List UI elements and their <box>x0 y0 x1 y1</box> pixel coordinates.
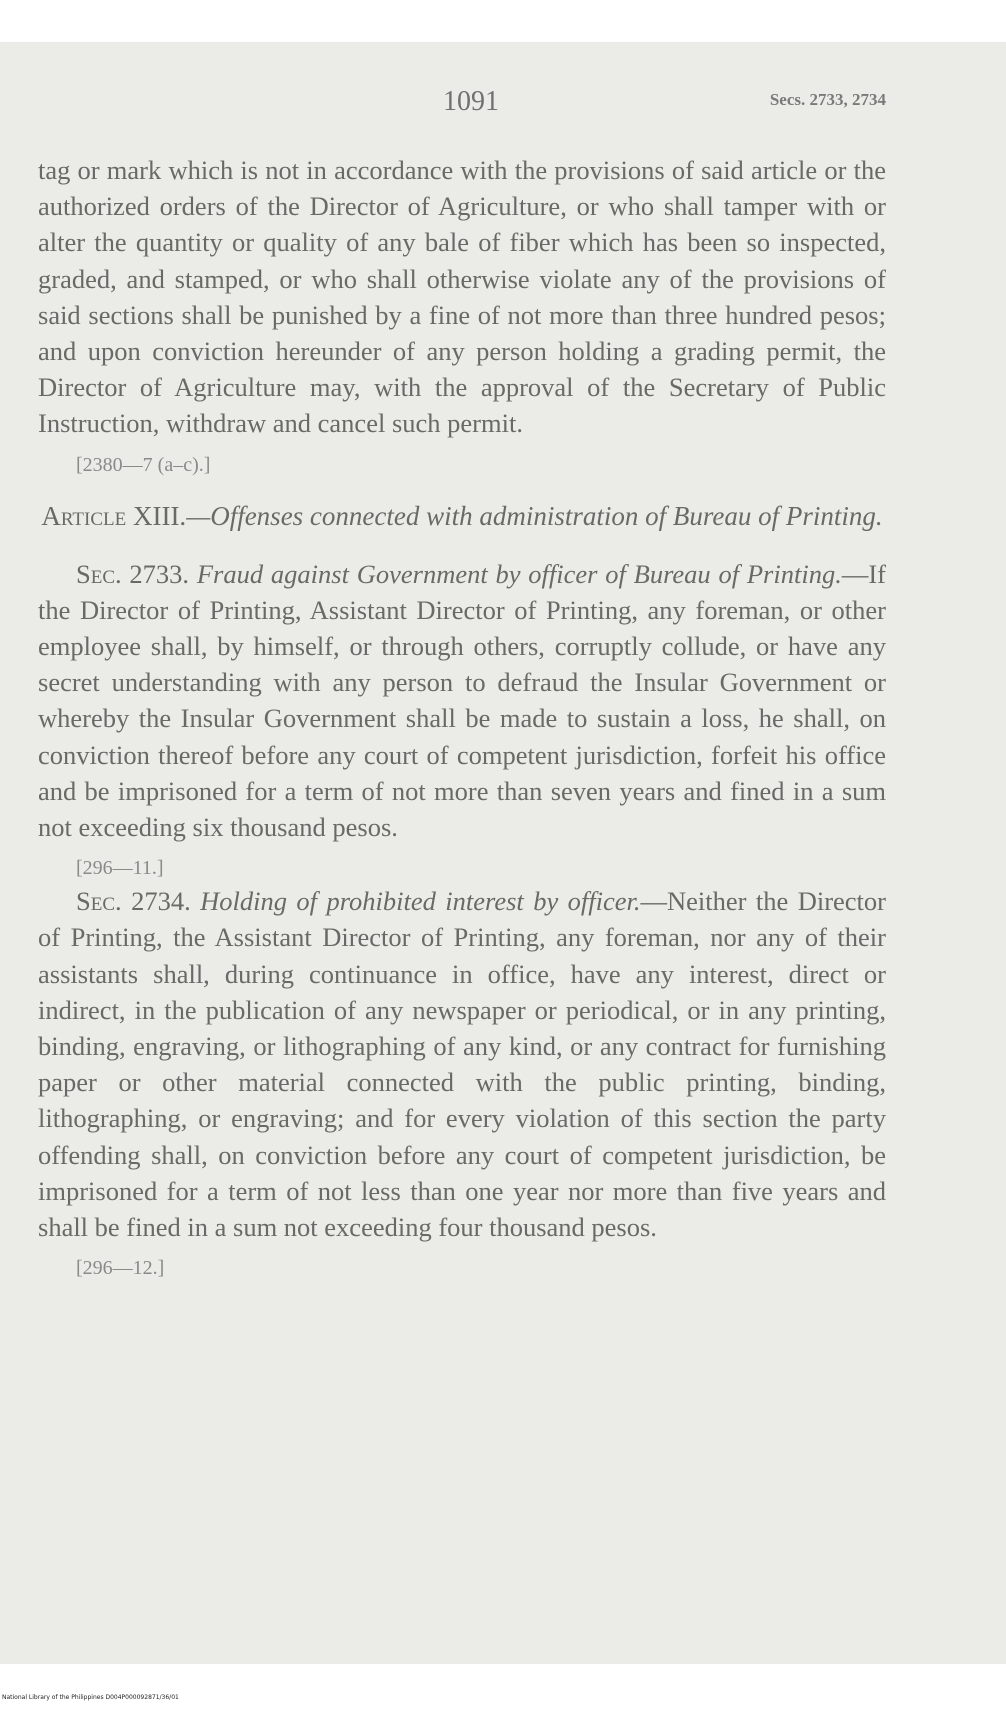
section-heading: Fraud against Government by officer of Bureau of Printing. <box>196 558 842 589</box>
page-header <box>38 82 886 122</box>
citation: [296—11.] <box>76 857 164 880</box>
section-label: Sec. 2734. <box>76 886 191 917</box>
section-2734 <box>38 883 886 1245</box>
article-heading <box>38 498 886 534</box>
section-label: Sec. 2733. <box>76 558 190 589</box>
section-text: —If the Director of Printing, Assistant Director of Printing, any foreman, or other employee shall, by himself, or through others, corruptly collude, or have any secret understanding with any person to defraud the Insular Government or whereby the Insular Government shall be made to sustain a loss, he shall, on conviction thereof before any court of competent jurisdiction, forfeit his office and be imprisoned for a term of not more than seven years and fined in a sum not exceeding six thousand pesos. <box>38 558 886 843</box>
citation: [2380—7 (a–c).] <box>76 453 211 476</box>
section-2733 <box>38 556 886 846</box>
page-number: 1091 <box>443 86 499 117</box>
paragraph-continuation: tag or mark which is not in accordance with the provisions of said article or the authorized orders of the Director of Agriculture, or who shall tamper with or alter the quantity or quality of any bale of fiber which has been so inspected, graded, and stamped, or who shall otherwise violate any of the provisions of said sections shall be punished by a fine of not more than three hundred pesos; and upon conviction hereunder of any person holding a grading permit, the Director of Agriculture may, with the approval of the Secretary of Public Instruction, withdraw and cancel such permit. <box>38 155 886 439</box>
citation: [296—12.] <box>76 1257 165 1280</box>
section-reference: Secs. 2733, 2734 <box>769 90 886 109</box>
article-number: Article XIII. <box>41 500 187 531</box>
page-body <box>38 152 886 1283</box>
article-title: —Offenses connected with administration of Bureau of Printing. <box>186 500 883 531</box>
scan-footer: National Library of the Philippines D004P000092871/36/01 <box>2 1694 179 1701</box>
section-heading: Holding of prohibited interest by officer. <box>200 886 641 917</box>
section-text: —Neither the Director of Printing, the Assistant Director of Printing, any foreman, nor any of their assistants shall, during continuance in office, have any interest, direct or indirect, in the publication of any newspaper or periodical, or in any printing, binding, engraving, or lithographing of any kind, or any contract for furnishing paper or other material connected with the public printing, binding, lithographing, or engraving; and for every violation of this section the party offending shall, on conviction before any court of competent jurisdiction, be imprisoned for a term of not less than one year nor more than five years and shall be fined in a sum not exceeding four thousand pesos. <box>38 886 886 1243</box>
